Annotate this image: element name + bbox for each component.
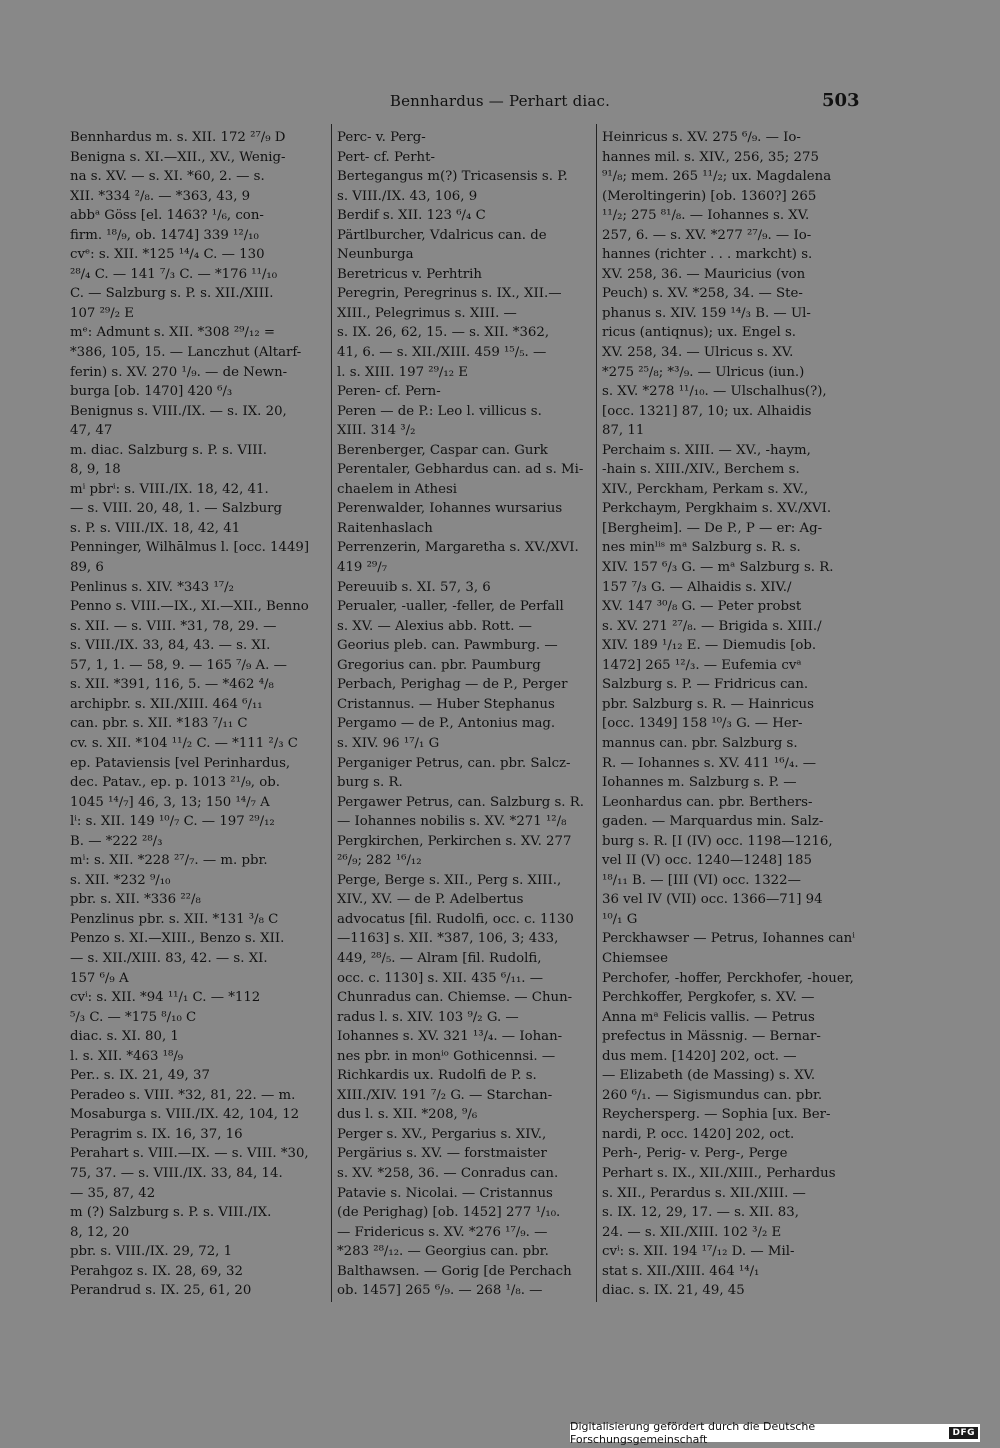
index-line: ¹⁰/₁ G [602,911,638,927]
index-line: 24. — s. XII./XIII. 102 ³/₂ E [602,1224,782,1240]
index-line: s. XV. *278 ¹¹/₁₀. — Ulschalhus(?), [602,384,827,400]
index-line: cvⁱ: s. XII. 194 ¹⁷/₁₂ D. — Mil- [602,1244,795,1260]
index-line: C. — Salzburg s. P. s. XII./XIII. [70,286,274,302]
index-line: Perrenzerin, Margaretha s. XV./XVI. [337,540,579,556]
index-column-left [70,128,328,1301]
index-line: advocatus [fil. Rudolfi, occ. c. 1130 [337,911,574,927]
index-line: 1472] 265 ¹²/₃. — Eufemia cvᵃ [602,657,802,673]
index-line: 8, 12, 20 [70,1224,130,1240]
index-line: Pereuuib s. XI. 57, 3, 6 [337,579,491,595]
index-line: — s. XII./XIII. 83, 42. — s. XI. [70,950,268,966]
index-line: Peradeo s. VIII. *32, 81, 22. — m. [70,1087,296,1103]
index-line: mannus can. pbr. Salzburg s. [602,735,798,751]
index-line: radus l. s. XIV. 103 ⁹/₂ G. — [337,1009,519,1025]
index-line: mⁱ pbrⁱ: s. VIII./IX. 18, 42, 41. [70,481,269,497]
index-line: l. s. XII. *463 ¹⁸/₉ [70,1048,184,1064]
index-line: XIII. 314 ³/₂ [337,423,416,439]
index-line: dec. Patav., ep. p. 1013 ²¹/₉, ob. [70,775,280,791]
running-header: Bennhardus — Perhart diac. [389,92,611,110]
index-line: s. IX. 26, 62, 15. — s. XII. *362, [337,325,550,341]
index-line: stat s. XII./XIII. 464 ¹⁴/₁ [602,1263,760,1279]
index-line: s. XII. *391, 116, 5. — *462 ⁴/₈ [70,677,274,693]
index-line: s. VIII./IX. 33, 84, 43. — s. XI. [70,638,271,654]
index-line: pbr. s. VIII./IX. 29, 72, 1 [70,1244,233,1260]
funding-footer [570,1420,980,1446]
index-line: Perahart s. VIII.—IX. — s. VIII. *30, [70,1146,309,1162]
index-line: XII. *334 ²/₈. — *363, 43, 9 [70,188,251,204]
index-line: Pergärius s. XV. — forstmaister [337,1146,547,1162]
index-line: ferin) s. XV. 270 ¹/₉. — de Newn- [70,364,288,380]
index-line: diac. s. XI. 80, 1 [70,1029,179,1045]
index-line: s. XV. *258, 36. — Conradus can. [337,1165,559,1181]
index-line: pbr. s. XII. *336 ²²/₈ [70,892,201,908]
index-line: Richkardis ux. Rudolfi de P. s. [337,1068,537,1084]
index-line: Gregorius can. pbr. Paumburg [337,657,541,673]
index-line: Berenberger, Caspar can. Gurk [337,442,548,458]
index-line: prefectus in Mässnig. — Bernar- [602,1029,821,1045]
index-line: 36 vel IV (VII) occ. 1366—71] 94 [602,892,823,908]
index-line: Bennhardus m. s. XII. 172 ²⁷/₉ D [70,130,286,145]
index-line: s. VIII./IX. 43, 106, 9 [337,188,478,204]
index-line: Pergkirchen, Perkirchen s. XV. 277 [337,833,572,849]
index-line: Iohannes s. XV. 321 ¹³/₄. — Iohan- [337,1029,563,1045]
index-line: Per.. s. IX. 21, 49, 37 [70,1068,210,1084]
index-line: hannes (richter . . . markcht) s. [602,247,813,263]
index-line: Mosaburga s. VIII./IX. 42, 104, 12 [70,1107,300,1123]
index-line: Peren — de P.: Leo l. villicus s. [337,403,542,419]
index-line: Leonhardus can. pbr. Berthers- [602,794,813,810]
index-line: can. pbr. s. XII. *183 ⁷/₁₁ C [70,716,248,732]
index-line: ⁹¹/₈; mem. 265 ¹¹/₂; ux. Magdalena [602,169,832,185]
index-line: 260 ⁶/₁. — Sigismundus can. pbr. [602,1087,823,1103]
index-line: 87, 11 [602,423,645,439]
index-line: occ. c. 1130] s. XII. 435 ⁶/₁₁. — [337,970,544,986]
index-line: s. XII. — s. VIII. *31, 78, 29. — [70,618,277,634]
index-line: 157 ⁷/₃ G. — Alhaidis s. XIV./ [602,579,792,595]
index-line: 75, 37. — s. VIII./IX. 33, 84, 14. [70,1165,283,1181]
index-line: XIV. 157 ⁶/₃ G. — mᵃ Salzburg s. R. [602,560,834,576]
index-line: Salzburg s. P. — Fridricus can. [602,677,809,693]
index-line: Cristannus. — Huber Stephanus [337,696,555,712]
index-line: Penno s. VIII.—IX., XI.—XII., Benno [70,599,309,615]
index-line: 1045 ¹⁴/₇] 46, 3, 13; 150 ¹⁴/₇ A [70,794,270,810]
index-line: hannes mil. s. XIV., 256, 35; 275 [602,149,819,165]
index-line: XV. 258, 34. — Ulricus s. XV. [602,345,794,361]
index-line: ¹¹/₂; 275 ⁸¹/₈. — Iohannes s. XV. [602,208,810,224]
index-line: nes pbr. in monⁱᵒ Gothicennsi. — [337,1048,556,1064]
index-line: Perenwalder, Iohannes wursarius [337,501,563,517]
index-line: *386, 105, 15. — Lanczhut (Altarf- [70,345,302,361]
index-line: Perandrud s. IX. 25, 61, 20 [70,1283,252,1299]
index-line: Perge, Berge s. XII., Perg s. XIII., [337,872,562,888]
index-line: Benignus s. VIII./IX. — s. IX. 20, [70,403,287,419]
dfg-logo: DFG [949,1427,978,1439]
index-line: *283 ²⁸/₁₂. — Georgius can. pbr. [337,1244,549,1260]
index-line: burg s. R. [I (IV) occ. 1198—1216, [602,833,833,849]
index-line: Iohannes m. Salzburg s. P. — [602,775,797,791]
index-line: ¹⁸/₁₁ B. — [III (VI) occ. 1322— [602,872,801,888]
index-line: Chunradus can. Chiemse. — Chun- [337,990,573,1006]
column-divider [331,124,332,1302]
index-line: Perger s. XV., Pergarius s. XIV., [337,1126,547,1142]
index-line: na s. XV. — s. XI. *60, 2. — s. [70,169,265,185]
index-line: gaden. — Marquardus min. Salz- [602,814,824,830]
index-line: -hain s. XIII./XIV., Berchem s. [602,462,800,478]
index-line: nes minˡⁱˢ mᵃ Salzburg s. R. s. [602,540,801,556]
index-line: Perhart s. IX., XII./XIII., Perhardus [602,1165,836,1181]
index-line: Berdif s. XII. 123 ⁶/₄ C [337,208,486,224]
index-line: Pert- cf. Perht- [337,149,435,165]
index-line: XIV. 189 ¹/₁₂ E. — Diemudis [ob. [602,638,817,654]
index-line: cvⁱ: s. XII. *94 ¹¹/₁ C. — *112 [70,990,261,1006]
index-line: Reychersperg. — Sophia [ux. Ber- [602,1107,831,1123]
index-line: Perualer, -ualler, -feller, de Perfall [337,599,564,615]
page-number: 503 [822,90,860,111]
index-line: Penlinus s. XIV. *343 ¹⁷/₂ [70,579,234,595]
index-line: 8, 9, 18 [70,462,121,478]
index-line: Perc- v. Perg- [337,130,426,145]
index-line: Perahgoz s. IX. 28, 69, 32 [70,1263,243,1279]
index-line: ricus (antiqnus); ux. Engel s. [602,325,796,341]
index-line: (de Perighag) [ob. 1452] 277 ¹/₁₀. [337,1205,561,1221]
index-line: Bertegangus m(?) Tricasensis s. P. [337,169,568,185]
index-line: Perckhawser — Petrus, Iohannes canⁱ [602,931,855,947]
index-line: Penninger, Wilhālmus l. [occ. 1449] [70,540,310,556]
index-line: firm. ¹⁸/₉, ob. 1474] 339 ¹²/₁₀ [70,227,259,243]
index-line: mᵉ: Admunt s. XII. *308 ²⁹/₁₂ = [70,325,276,341]
index-line: 257, 6. — s. XV. *277 ²⁷/₉. — Io- [602,227,812,243]
index-line: phanus s. XIV. 159 ¹⁴/₃ B. — Ul- [602,305,811,321]
index-line: 157 ⁶/₉ A [70,970,129,986]
index-line: — 35, 87, 42 [70,1185,156,1201]
index-line: ob. 1457] 265 ⁶/₉. — 268 ¹/₈. — [337,1283,543,1299]
index-line: mⁱ: s. XII. *228 ²⁷/₇. — m. pbr. [70,853,268,869]
index-line: Penzo s. XI.—XIII., Benzo s. XII. [70,931,285,947]
index-line: ⁵/₃ C. — *175 ⁸/₁₀ C [70,1009,197,1025]
index-line: dus mem. [1420] 202, oct. — [602,1048,797,1064]
index-line: nardi, P. occ. 1420] 202, oct. [602,1126,795,1142]
index-line: Neunburga [337,247,414,263]
index-line: Balthawsen. — Gorig [de Perchach [337,1263,572,1279]
index-line: s. XIV. 96 ¹⁷/₁ G [337,735,440,751]
index-line: — s. VIII. 20, 48, 1. — Salzburg [70,501,283,517]
index-line: 47, 47 [70,423,113,439]
index-line: burg s. R. [337,775,403,791]
index-line: vel II (V) occ. 1240—1248] 185 [602,853,812,869]
index-line: XV. 147 ³⁰/₈ G. — Peter probst [602,599,802,615]
index-line: 449, ²⁸/₅. — Alram [fil. Rudolfi, [337,950,542,966]
index-line: s. IX. 12, 29, 17. — s. XII. 83, [602,1205,799,1221]
index-line: Patavie s. Nicolai. — Cristannus [337,1185,553,1201]
index-line: Peren- cf. Pern- [337,384,441,400]
index-line: ep. Pataviensis [vel Perinhardus, [70,755,291,771]
index-line: Chiemsee [602,950,669,966]
index-line: Perchkoffer, Pergkofer, s. XV. — [602,990,815,1006]
index-line: Benigna s. XI.—XII., XV., Wenig- [70,149,286,165]
index-line: Perentaler, Gebhardus can. ad s. Mi- [337,462,584,478]
index-line: s. XII., Perardus s. XII./XIII. — [602,1185,806,1201]
index-line: [occ. 1321] 87, 10; ux. Alhaidis [602,403,812,419]
index-line: (Meroltingerin) [ob. 1360?] 265 [602,188,817,204]
index-line: Georius pleb. can. Pawmburg. — [337,638,558,654]
index-line: Heinricus s. XV. 275 ⁶/₉. — Io- [602,130,801,145]
index-line: Pärtlburcher, Vdalricus can. de [337,227,547,243]
index-line: 89, 6 [70,560,104,576]
index-line: pbr. Salzburg s. R. — Hainricus [602,696,814,712]
index-line: —1163] s. XII. *387, 106, 3; 433, [337,931,559,947]
index-line: [Bergheim]. — De P., P — er: Ag- [602,520,823,536]
index-line: Peregrin, Peregrinus s. IX., XII.— [337,286,562,302]
index-line: Pergamo — de P., Antonius mag. [337,716,556,732]
index-line: 419 ²⁹/₇ [337,560,388,576]
index-line: s. P. s. VIII./IX. 18, 42, 41 [70,520,241,536]
index-line: XIII., Pelegrimus s. XIII. — [337,305,517,321]
index-line: — Elizabeth (de Massing) s. XV. [602,1068,816,1084]
index-line: Perkchaym, Pergkhaim s. XV./XVI. [602,501,832,517]
index-line: chaelem in Athesi [337,481,458,497]
index-line: Peragrim s. IX. 16, 37, 16 [70,1126,243,1142]
index-line: Perganiger Petrus, can. pbr. Salcz- [337,755,571,771]
index-line: Peuch) s. XV. *258, 34. — Ste- [602,286,803,302]
index-line: ²⁸/₄ C. — 141 ⁷/₃ C. — *176 ¹¹/₁₀ [70,266,278,282]
index-line: m. diac. Salzburg s. P. s. VIII. [70,442,267,458]
index-line: m (?) Salzburg s. P. s. VIII./IX. [70,1205,272,1221]
index-line: Pergawer Petrus, can. Salzburg s. R. [337,794,584,810]
index-line: lⁱ: s. XII. 149 ¹⁰/₇ C. — 197 ²⁹/₁₂ [70,814,275,830]
index-line: XV. 258, 36. — Mauricius (von [602,266,806,282]
index-line: B. — *222 ²⁸/₃ [70,833,163,849]
index-line: 107 ²⁹/₂ E [70,305,135,321]
index-line: burga [ob. 1470] 420 ⁶/₃ [70,384,233,400]
index-line: dus l. s. XII. *208, ⁹/₆ [337,1107,478,1123]
index-line: XIII./XIV. 191 ⁷/₂ G. — Starchan- [337,1087,553,1103]
index-line: 41, 6. — s. XII./XIII. 459 ¹⁵/₅. — [337,345,547,361]
index-line: Perchofer, -hoffer, Perckhofer, -houer, [602,970,854,986]
index-line: s. XV. — Alexius abb. Rott. — [337,618,532,634]
index-column-right [602,128,860,1301]
index-line: l. s. XIII. 197 ²⁹/₁₂ E [337,364,469,380]
index-line: cv. s. XII. *104 ¹¹/₂ C. — *111 ²/₃ C [70,735,298,751]
index-line: abbᵃ Göss [el. 1463? ¹/₆, con- [70,208,264,224]
index-line: diac. s. IX. 21, 49, 45 [602,1283,745,1299]
index-line: cvᵉ: s. XII. *125 ¹⁴/₄ C. — 130 [70,247,265,263]
index-line: s. XII. *232 ⁹/₁₀ [70,872,171,888]
funding-note: Digitalisierung gefördert durch die Deutsche Forschungsgemeinschaft [570,1420,816,1446]
index-line: 57, 1, 1. — 58, 9. — 165 ⁷/₉ A. — [70,657,287,673]
index-line: Raitenhaslach [337,520,433,536]
index-line: — Iohannes nobilis s. XV. *271 ¹²/₈ [337,814,567,830]
index-line: XIV., Perckham, Perkam s. XV., [602,481,809,497]
index-column-middle [337,128,589,1301]
index-line: *275 ²⁵/₈; *³/₉. — Ulricus (iun.) [602,364,805,380]
index-line: Perbach, Perighag — de P., Perger [337,677,568,693]
index-line: Anna mᵃ Felicis vallis. — Petrus [602,1009,815,1025]
index-line: — Fridericus s. XV. *276 ¹⁷/₉. — [337,1224,548,1240]
index-line: Perchaim s. XIII. — XV., -haym, [602,442,811,458]
index-line: [occ. 1349] 158 ¹⁰/₃ G. — Her- [602,716,803,732]
index-line: Perh-, Perig- v. Perg-, Perge [602,1146,788,1162]
index-line: XIV., XV. — de P. Adelbertus [337,892,524,908]
index-line: s. XV. 271 ²⁷/₈. — Brigida s. XIII./ [602,618,822,634]
index-line: archipbr. s. XII./XIII. 464 ⁶/₁₁ [70,696,263,712]
index-line: ²⁶/₉; 282 ¹⁶/₁₂ [337,853,422,869]
index-line: Penzlinus pbr. s. XII. *131 ³/₈ C [70,911,279,927]
index-line: R. — Iohannes s. XV. 411 ¹⁶/₄. — [602,755,817,771]
column-divider [596,124,597,1302]
index-line: Beretricus v. Perhtrih [337,266,482,282]
